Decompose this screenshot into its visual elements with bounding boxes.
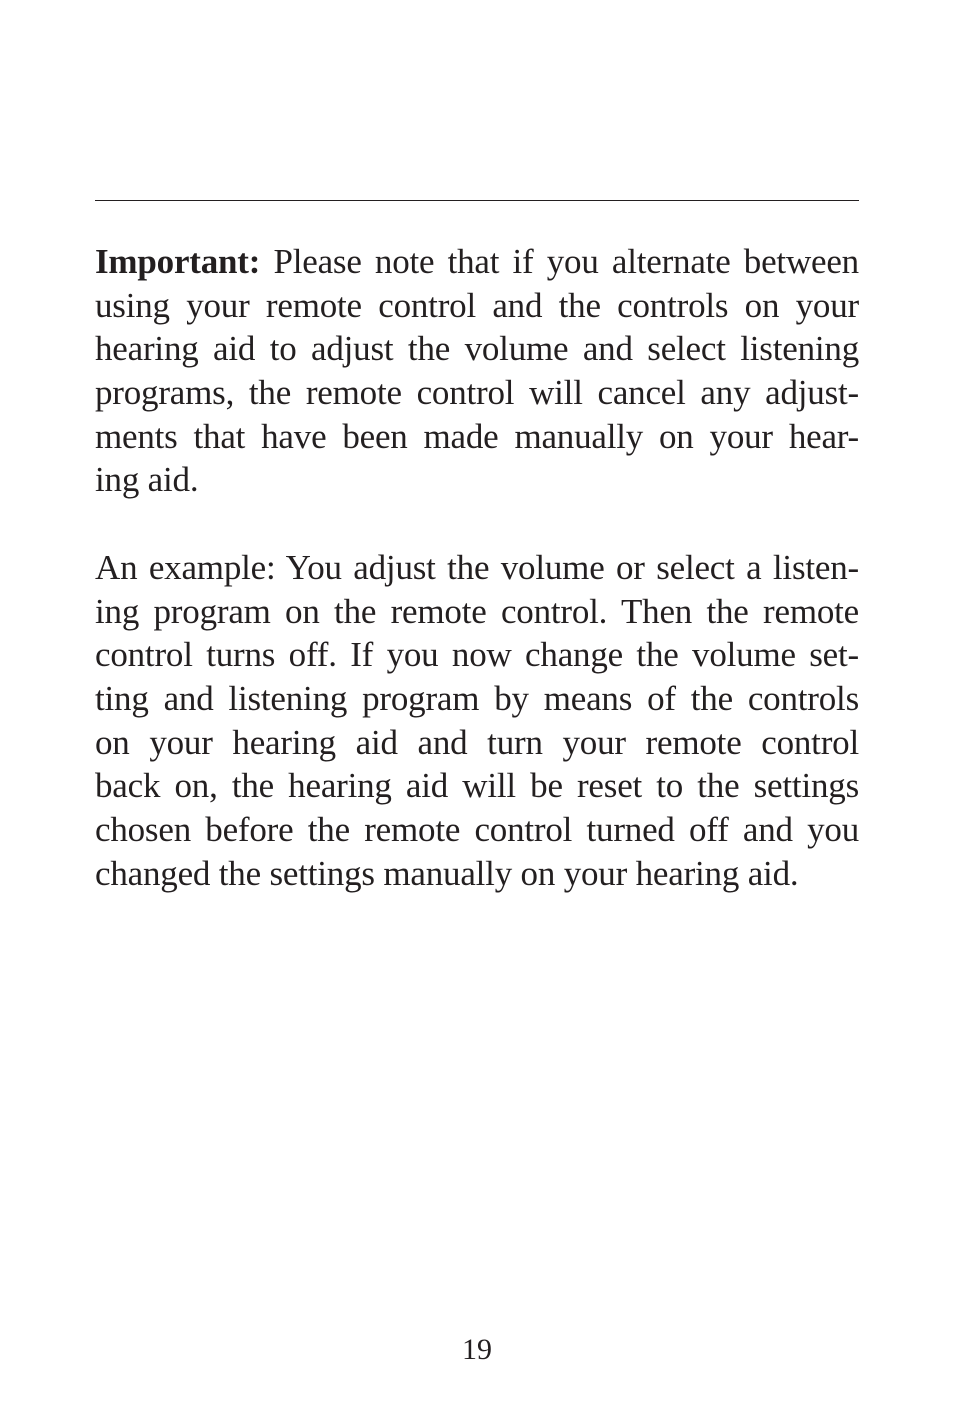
example-line-4: ting and listening program by means of the controls: [95, 678, 859, 718]
example-line-5: on your hearing aid and turn your remote control: [95, 722, 859, 762]
example-paragraph: [95, 546, 859, 896]
important-line-6: ing aid.: [95, 460, 199, 500]
page-number: 19: [462, 1333, 492, 1366]
important-line-2: using your remote control and the controls on your: [95, 285, 859, 325]
paragraph-gap: [95, 502, 859, 546]
example-line-8: changed the settings manually on your hearing aid.: [95, 853, 799, 893]
important-line-5: ments that have been made manually on your hear-: [95, 416, 859, 456]
example-line-6: back on, the hearing aid will be reset to the settings: [95, 766, 859, 806]
important-line-1-text: Please note that if you alternate between: [260, 242, 859, 281]
important-paragraph: [95, 240, 859, 502]
example-line-7: chosen before the remote control turned off and you: [95, 809, 859, 849]
top-rule: [95, 200, 859, 201]
example-line-3: control turns off. If you now change the volume set-: [95, 635, 859, 675]
example-line-1: An example: You adjust the volume or select a listen-: [95, 547, 859, 587]
important-line-1: [95, 240, 859, 284]
important-line-4: programs, the remote control will cancel any adjust-: [95, 373, 859, 413]
important-label: Important:: [95, 242, 261, 281]
important-line-3: hearing aid to adjust the volume and select listening: [95, 329, 859, 369]
page-body: [95, 240, 859, 895]
example-line-2: ing program on the remote control. Then the remote: [95, 591, 859, 631]
